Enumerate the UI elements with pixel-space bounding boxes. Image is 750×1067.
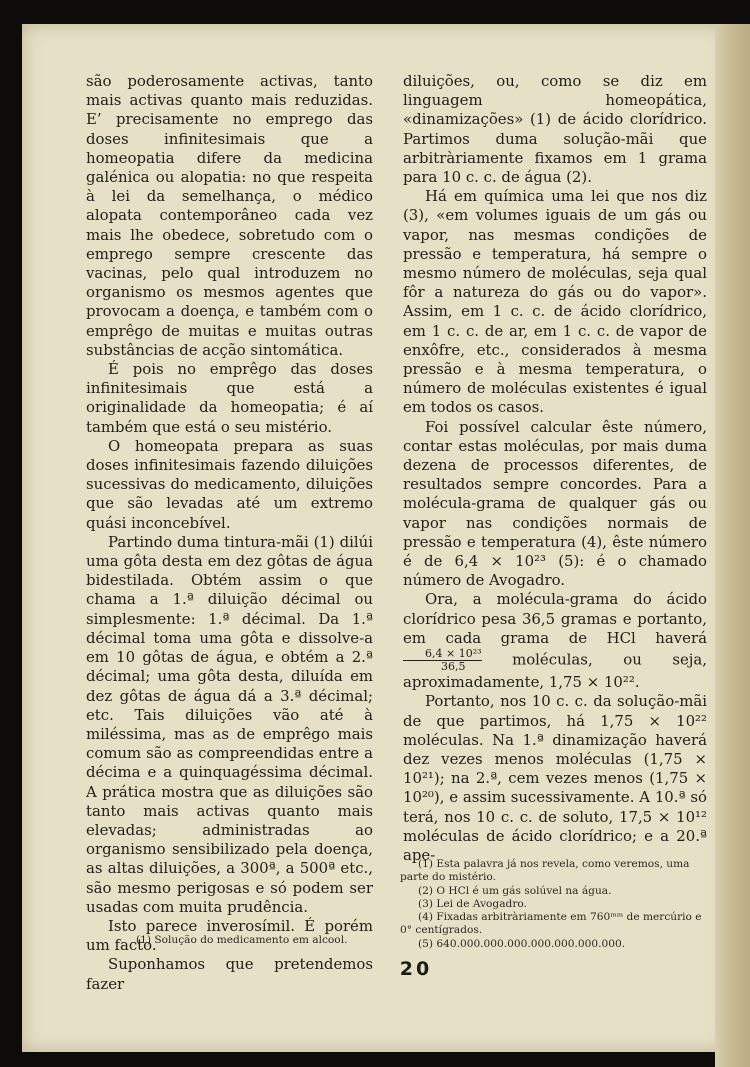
paragraph-text: Ora, a molécula-grama do ácido clorídrico pesa 36,5 gramas e portanto, em cada grama de HCl haverá (403, 590, 707, 647)
paragraph (403, 590, 707, 692)
footnotes-left (118, 934, 378, 947)
paragraph: O homeopata prepara as suas doses infinitesimais fazendo diluições sucessivas do medicamento, diluições que são levadas até um extremo quási inconcebível. (86, 436, 373, 532)
paragraph: Foi possível calcular êste número, contar estas moléculas, por mais duma dezena de processos diferentes, de resultados sempre concordes. Para a molécula-grama de qualquer gás ou vapor nas condições normais de pressão e temperatura (4), êste número é de 6,4 × 10²³ (5): é o chamado número de Avogadro. (403, 417, 707, 590)
footnote: (5) 640.000.000.000.000.000.000.000. (418, 937, 626, 950)
paragraph: são poderosamente activas, tanto mais activas quanto mais reduzidas. E’ precisamente no emprego das doses infinitesimais que a homeopatia difere da medicina galénica ou alopatia: no que respeita à lei da semelhança, o médico alopata contemporâneo cada vez mais lhe obedece, sobretudo com o emprego sempre crescente das vacinas, pelo qual introduzem no organismo os mesmos agentes que provocam a doença, e também com o emprêgo de muitas e muitas outras substâncias de acção sintomática. (86, 72, 373, 359)
right-column (403, 72, 707, 865)
fraction-denominator: 36,5 (441, 660, 466, 674)
footnote: (2) O HCl é um gás solúvel na água. (418, 884, 612, 897)
paragraph: Há em química uma lei que nos diz (3), «em volumes iguais de um gás ou vapor, nas mesmas condições de pressão e temperatura, há sempre o mesmo número de moléculas, seja qual fôr a natureza do gás ou do vapor». Assim, em 1 c. c. de ácido clorídrico, em 1 c. c. de ar, em 1 c. c. de vapor de enxôfre, etc., considerados à mesma pressão e à mesma temperatura, o número de moléculas existentes é igual em todos os casos. (403, 187, 707, 417)
paragraph-text: moléculas, ou seja, aproximadamente, 1,75 × 10²². (403, 650, 708, 692)
fraction (403, 648, 482, 673)
paragraph: diluições, ou, como se diz em linguagem homeopática, «dinamizações» (1) de ácido clorídrico. Partimos duma solução-mãi que arbitràriamente fixamos em 1 grama para 10 c. c. de água (2). (403, 72, 707, 187)
fraction-numerator: 6,4 × 10²³ (403, 648, 482, 661)
page-number: 20 (399, 958, 433, 980)
footnote: (3) Lei de Avogadro. (418, 897, 527, 910)
footnote: (4) Fixadas arbitràriamente em 760ᵐᵐ de mercúrio e 0° centígrados. (400, 911, 702, 937)
paragraph: Isto parece inverosímil. É porém um facto. (86, 916, 373, 955)
left-column (86, 72, 373, 994)
page-edge (715, 24, 750, 1067)
paragraph: Suponhamos que pretendemos fazer (86, 955, 373, 993)
footnote: (1) Esta palavra já nos revela, como veremos, uma parte do mistério. (400, 858, 690, 884)
footnote: (1) Solução do medicamento em alcool. (136, 934, 348, 946)
paragraph: Portanto, nos 10 c. c. da solução-mãi de que partimos, há 1,75 × 10²² moléculas. Na 1.ª dinamização haverá dez vezes menos moléculas (1,75 × 10²¹); na 2.ª, cem vezes menos (1,75 × 10²⁰), e assim sucessivamente. A 10.ª só terá, nos 10 c. c. de soluto, 17,5 × 10¹² moléculas de ácido clorídrico; e a 20.ª ape- (403, 692, 707, 864)
footnotes-right (400, 858, 710, 951)
paragraph: Partindo duma tintura-mãi (1) dilúi uma gôta desta em dez gôtas de água bidestilada. Obtém assim o que chama a 1.ª diluição décimal ou simplesmente: 1.ª décimal. Da 1.ª décimal toma uma gôta e dissolve-a em 10 gôtas de água, e obtém a 2.ª décimal; uma gôta desta, diluída em dez gôtas de água dá a 3.ª décimal; etc. Tais diluições vão até à miléssima, mas as de emprêgo mais comum são as compreendidas entre a décima e a quinquagéssima décimal. A prática mostra que as diluições são tanto mais activas quanto mais elevadas; administradas ao organismo sensibilizado pela doença, as altas diluições, a 300ª, a 500ª etc., são mesmo perigosas e só podem ser usadas com muita prudência. (86, 532, 373, 916)
paragraph: É pois no emprêgo das doses infinitesimais que está a originalidade da homeopatia; é aí também que está o seu mistério. (86, 360, 373, 436)
